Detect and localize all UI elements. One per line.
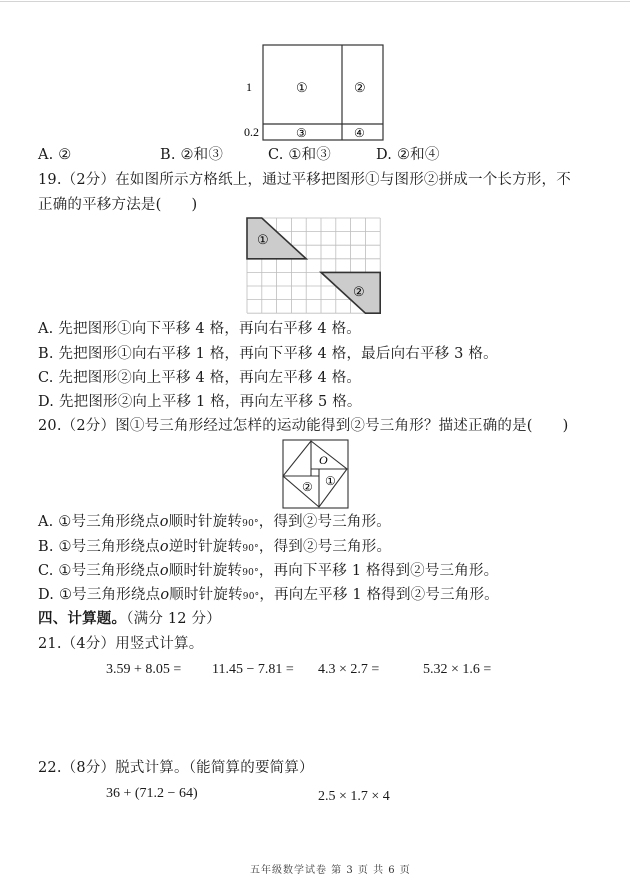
question-text: 用竖式计算。 [115, 636, 204, 652]
q18-region-2: ② [354, 80, 366, 95]
q18-label-height-02: 0.2 [244, 125, 259, 139]
option-text: 先把图形①向下平移 4 格，再向右平移 4 格。 [58, 321, 361, 337]
option-text: ①号三角形绕点 [58, 539, 160, 555]
question-text: 在如图所示方格纸上，通过平移把图形①与图形②拼成一个长方形，不 [115, 172, 571, 188]
q20-option-c[interactable] [38, 561, 498, 583]
question-number: 19. [38, 172, 62, 188]
q19-stem-line1 [38, 170, 571, 190]
question-score: （2分） [61, 172, 116, 188]
question-score: （2分） [61, 418, 116, 434]
q18-region-3: ③ [296, 126, 307, 140]
q20-option-b[interactable] [38, 537, 391, 559]
point-o: o [159, 514, 169, 530]
q18-option-d[interactable] [376, 145, 440, 165]
point-o: o [160, 587, 170, 603]
q22-stem [38, 758, 314, 778]
question-text: 脱式计算。（能简算的要简算） [115, 760, 314, 776]
q21-problem-3: 4.3 × 2.7 = [318, 662, 380, 677]
q21-problem-4: 5.32 × 1.6 = [423, 662, 492, 677]
option-text: ①号三角形绕点 [58, 514, 160, 530]
degree-value: 90° [242, 592, 260, 602]
q21-stem [38, 634, 203, 654]
option-text: ①号三角形绕点 [58, 587, 161, 603]
q19-grid-figure [245, 216, 385, 316]
section-4-heading [38, 609, 221, 629]
option-letter: A. [38, 514, 54, 530]
q20-triangle-1-label: ① [325, 474, 336, 488]
option-letter: D. [38, 394, 55, 410]
option-text: ①号三角形绕点 [58, 563, 160, 579]
option-text: ，再向左平移 1 格得到②号三角形。 [259, 587, 499, 603]
q20-option-d[interactable] [38, 585, 499, 607]
q20-stem: 20.（2分）图①号三角形经过怎样的运动能得到②号三角形？描述正确的是( ) [38, 418, 569, 434]
question-text: 图①号三角形经过怎样的运动能得到②号三角形？描述正确的是( [115, 418, 533, 434]
option-text: 逆时针旋转 [168, 539, 243, 555]
q19-stem-line2: 正确的平移方法是( ) [38, 197, 198, 213]
option-text: ② [58, 147, 72, 163]
option-text: 先把图形②向上平移 1 格，再向左平移 5 格。 [58, 394, 362, 410]
option-text: ，再向下平移 1 格得到②号三角形。 [258, 563, 499, 579]
option-text: ②和③ [180, 147, 224, 163]
q18-rectangle-figure [238, 40, 398, 146]
q20-option-a[interactable] [38, 512, 391, 534]
option-letter: C. [38, 370, 54, 386]
option-text: 顺时针旋转 [168, 514, 243, 530]
section-score: （满分 12 分） [126, 611, 221, 627]
question-number: 22. [38, 760, 62, 776]
option-letter: C. [38, 563, 54, 579]
q19-option-a[interactable] [38, 319, 361, 339]
option-text: 顺时针旋转 [169, 587, 243, 603]
q20-point-o-label: O [319, 453, 328, 467]
degree-value: 90° [242, 544, 259, 554]
q18-option-a[interactable] [38, 145, 72, 165]
section-title: 四、计算题。 [38, 610, 127, 627]
question-number: 20. [38, 418, 62, 434]
option-text: ，得到②号三角形。 [258, 539, 392, 555]
q20-rotation-figure [280, 438, 352, 512]
question-text: 正确的平移方法是( [38, 197, 162, 213]
degree-value: 90° [242, 568, 259, 578]
q21-problem-1: 3.59 + 8.05 = [106, 662, 182, 677]
option-text: ①和③ [288, 147, 332, 163]
q18-label-height-1: 1 [246, 80, 252, 94]
option-text: ，得到②号三角形。 [258, 514, 392, 530]
option-letter: D. [38, 587, 55, 603]
q18-option-b[interactable] [160, 145, 223, 165]
q20-triangle-2-label: ② [302, 480, 313, 494]
q22-problem-1: 36 + (71.2 − 64) [106, 786, 198, 801]
option-letter: D. [376, 147, 393, 163]
option-text: 先把图形②向上平移 4 格，再向左平移 4 格。 [58, 370, 362, 386]
question-number: 21. [38, 636, 62, 652]
degree-value: 90° [242, 519, 259, 529]
q21-problem-2: 11.45 − 7.81 = [212, 662, 294, 677]
option-letter: B. [38, 539, 54, 555]
q22-problem-2: 2.5 × 1.7 × 4 [318, 789, 390, 804]
q18-region-4: ④ [354, 126, 365, 140]
option-text: 顺时针旋转 [168, 563, 243, 579]
option-letter: C. [268, 147, 284, 163]
question-score: （4分） [61, 636, 116, 652]
option-letter: A. [38, 321, 54, 337]
option-text: ②和④ [396, 147, 440, 163]
q18-option-c[interactable] [268, 145, 331, 165]
page-footer: 五年级数学试卷 第 3 页 共 6 页 [250, 865, 411, 876]
option-text: 先把图形①向右平移 1 格，再向下平移 4 格，最后向右平移 3 格。 [58, 346, 498, 362]
option-letter: B. [38, 346, 54, 362]
option-letter: A. [38, 147, 54, 163]
option-letter: B. [160, 147, 176, 163]
q19-shape-2-label: ② [353, 284, 365, 299]
page-top-border [0, 1, 630, 2]
q18-region-1: ① [296, 80, 308, 95]
q19-option-d[interactable] [38, 392, 362, 412]
point-o: o [159, 563, 169, 579]
q19-option-b[interactable] [38, 344, 498, 364]
q19-shape-1-label: ① [257, 232, 269, 247]
q19-option-c[interactable] [38, 368, 361, 388]
question-score: （8分） [61, 760, 116, 776]
point-o: o [159, 539, 169, 555]
